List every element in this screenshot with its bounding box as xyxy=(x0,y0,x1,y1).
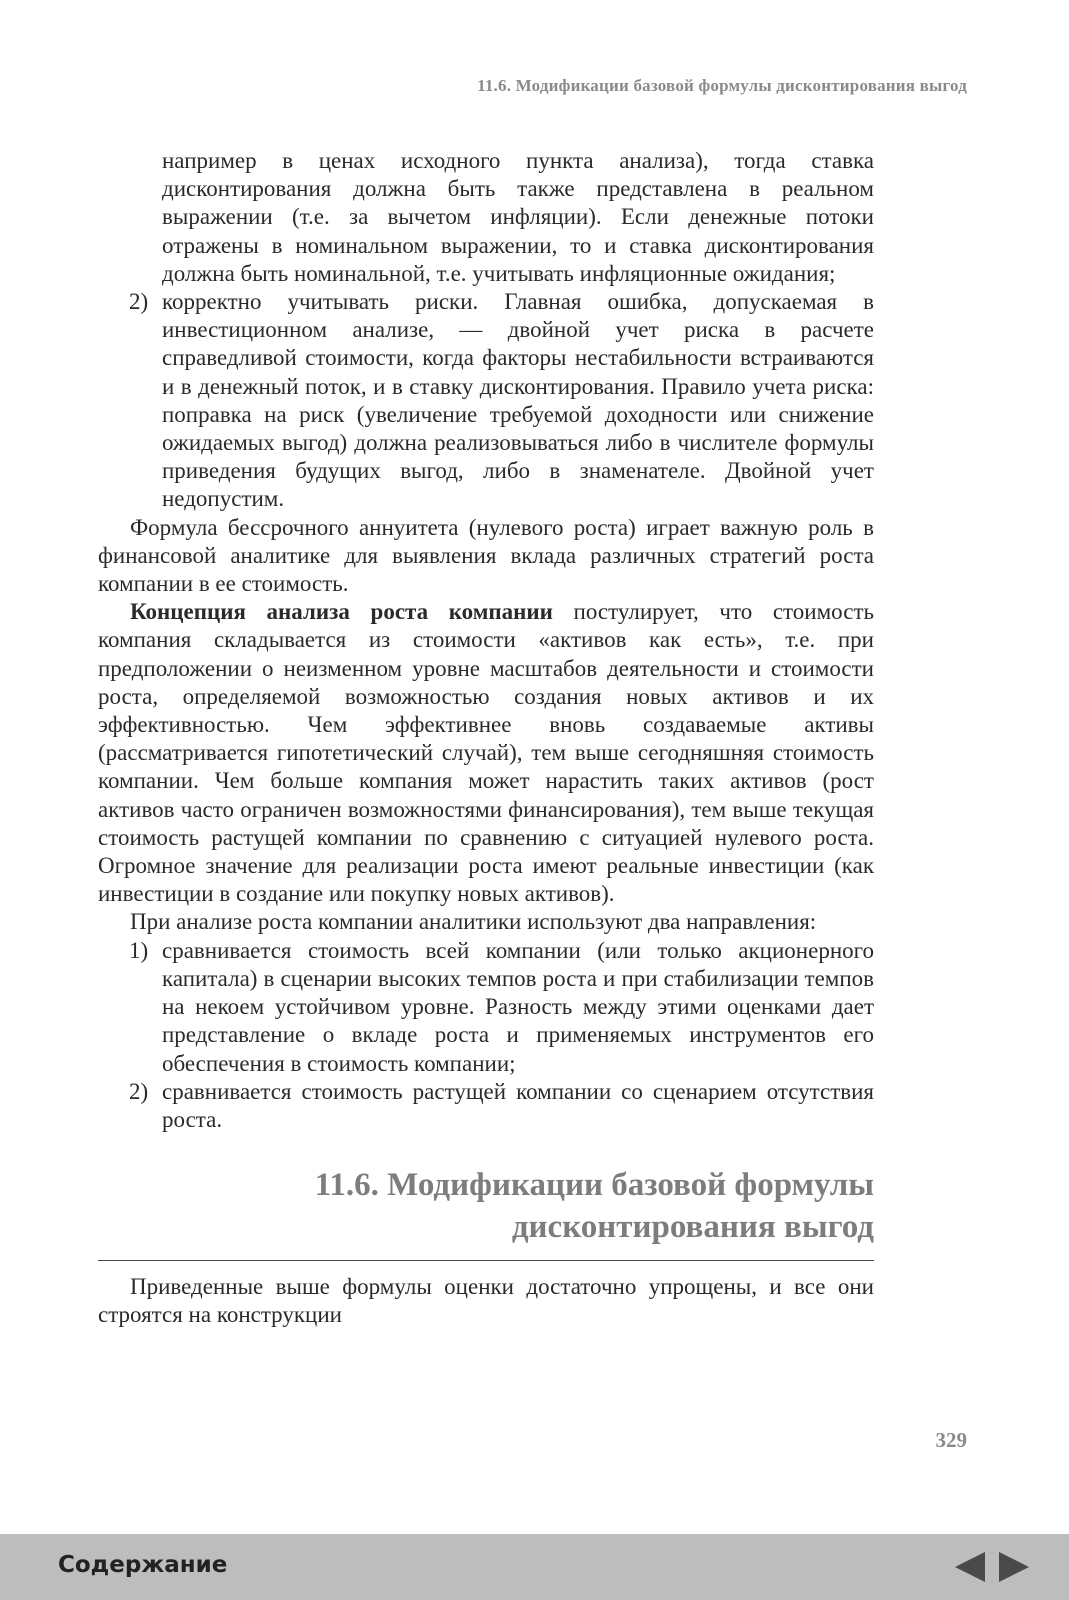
heading-divider xyxy=(98,1260,874,1261)
prev-arrow-shape xyxy=(955,1552,985,1582)
list-item xyxy=(98,288,874,514)
annuity-paragraph: Формула бессрочного аннуитета (нулевого роста) играет важную роль в финансовой аналитике для выявления вклада различных стратегий роста компании в ее стоимость. xyxy=(98,514,874,597)
list-item-text: сравнивается стоимость растущей компании со сценарием отсутствия роста. xyxy=(162,1078,874,1132)
next-arrow-shape xyxy=(999,1552,1029,1582)
contents-link[interactable]: Содержание xyxy=(58,1552,228,1578)
list-item-number: 2) xyxy=(129,289,149,315)
running-head: 11.6. Модификации базовой формулы дисконтирования выгод xyxy=(477,76,967,95)
page-content xyxy=(98,147,874,1330)
directions-paragraph: При анализе роста компании аналитики используют два направления: xyxy=(130,909,817,935)
list-item-text: сравнивается стоимость всей компании (или только акционерного капитала) в сценарии высоких темпов роста и при стабилизации темпов на некоем устойчивом уровне. Разность между этими оценками дает представление о вкладе роста и применяемых инструментов его обеспечения в стоимость компании; xyxy=(162,937,874,1076)
list-item-number: 1) xyxy=(129,937,149,963)
closing-paragraph: Приведенные выше формулы оценки достаточно упрощены, и все они строятся на конструкции xyxy=(98,1274,874,1328)
list-item xyxy=(98,1078,874,1134)
prev-page-icon[interactable] xyxy=(953,1550,987,1589)
growth-concept-term: Концепция анализа роста компании xyxy=(130,599,553,625)
next-page-icon[interactable] xyxy=(997,1550,1031,1589)
section-heading-line1: 11.6. Модификации базовой формулы xyxy=(314,1167,874,1204)
navigation-bar xyxy=(0,1534,1069,1600)
list-item-number: 2) xyxy=(129,1078,149,1104)
section-heading-line2: дисконтирования выгод xyxy=(511,1209,874,1246)
growth-concept-paragraph xyxy=(98,598,874,908)
section-heading xyxy=(98,1164,874,1248)
growth-concept-text: постулирует, что стоимость компания складывается из стоимости «активов как есть», т.е. при предположении о неизменном уровне масштабов деятельности и стоимости роста, определяемой возможностью создания новых активов и их эффективностью. Чем эффективнее вновь создаваемые активы (рассматривается гипотетический случай), тем выше сегодняшняя стоимость компании. Чем больше компания может нарастить таких активов (рост активов часто ограничен возможностями финансирования), тем выше текущая стоимость растущей компании по сравнению с ситуацией нулевого роста. Огромное значение для реализации роста имеют реальные инвестиции (как инвестиции в создание или покупку новых активов). xyxy=(98,599,874,907)
list-item xyxy=(98,937,874,1078)
intro-continuation: например в ценах исходного пункта анализа), тогда ставка дисконтирования должна быть также представлена в реальном выражении (т.е. за вычетом инфляции). Если денежные потоки отражены в номинальном выражении, то и ставка дисконтирования должна быть номинальной, т.е. учитывать инфляционные ожидания; xyxy=(162,148,874,286)
page-number: 329 xyxy=(935,1428,967,1452)
list-item-text: корректно учитывать риски. Главная ошибка, допускаемая в инвестиционном анализе, — двойной учет риска в расчете справедливой стоимости, когда факторы нестабильности встраиваются и в денежный поток, и в ставку дисконтирования. Правило учета риска: поправка на риск (увеличение требуемой доходности или снижение ожидаемых выгод) должна реализовываться либо в числителе формулы приведения будущих выгод, либо в знаменателе. Двойной учет недопустим. xyxy=(162,289,874,512)
